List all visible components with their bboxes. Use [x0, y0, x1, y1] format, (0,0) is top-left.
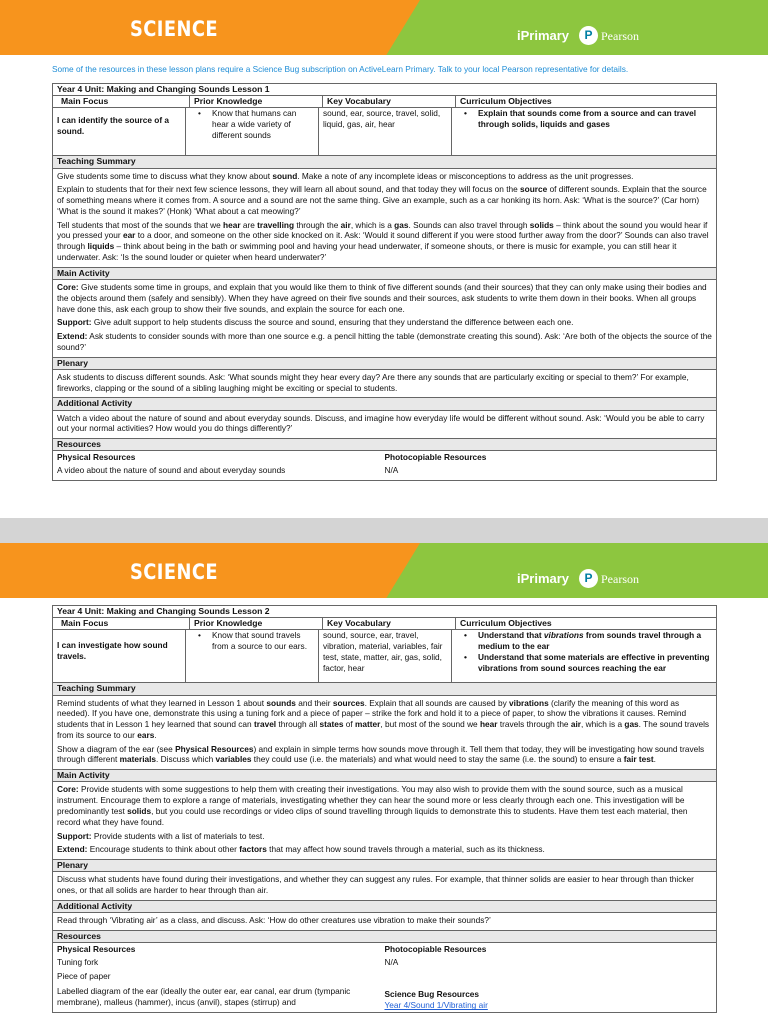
header-curriculum-objectives: Curriculum Objectives [455, 96, 712, 107]
column-headers [53, 95, 716, 107]
physical-resources-label: Physical Resources [57, 452, 136, 463]
ts-paragraph-1: Remind students of what they learned in Lesson 1 about sounds and their sources. Explain that all sounds are caused by vibrations (clarify the meaning of this word as needed). If you have one, demonstrate this using a tuning fork and a piece of paper – strike the fork and hold it to a piece of paper, to show the vibrations it causes. Remind students that in Lesson 1 hey learned that sound can travel through all states of matter, but most of the sound we hear travels through the air, which is a gas. The sound travels from its source to our ears. [57, 697, 710, 740]
header-curriculum-objectives: Curriculum Objectives [455, 618, 712, 629]
subject-title: SCIENCE [130, 17, 219, 41]
key-vocabulary: sound, source, ear, travel, vibration, material, variables, fair test, state, matter, air, gas, solid, factor, hear [318, 630, 451, 682]
resources-labels [53, 942, 716, 956]
resources-heading: Resources [53, 438, 716, 450]
lesson-plan-page-2 [0, 543, 768, 1024]
teaching-summary-heading: Teaching Summary [53, 682, 716, 694]
pearson-logo-icon: P [579, 569, 598, 588]
teaching-summary [53, 168, 716, 267]
curriculum-objective: • Explain that sounds come from a source and can travel through solids, liquids and gases [456, 108, 712, 130]
pearson-logo-icon: P [579, 26, 598, 45]
main-focus: I can identify the source of a sound. [57, 115, 170, 137]
lesson-title: Year 4 Unit: Making and Changing Sounds Lesson 2 [57, 606, 270, 616]
curriculum-objective-2: • Understand that some materials are effective in preventing vibrations from sound sources reaching the ear [456, 652, 712, 674]
plenary-text: Discuss what students have found during their investigations, and whether they can suggest any rules. For example, that thinner solids are easier to hear through than thicker ones, or that all solids are harder to hear through than air. [53, 871, 716, 900]
plenary-heading: Plenary [53, 859, 716, 871]
additional-activity-heading: Additional Activity [53, 397, 716, 409]
plenary-text: Ask students to discuss different sounds. Ask: ‘What sounds might they hear every day? Are there any sounds that are particularly exciting or special to them?’ For example, fireworks, clapping or the sound of a sibling laughing might be exciting or special to students. [53, 369, 716, 398]
resources-values [53, 464, 716, 480]
main-activity-heading: Main Activity [53, 769, 716, 781]
core-activity: Core: Provide students with some suggestions to help them with creating their investigations. You may also wish to provide them with the sound source, such as a musical instrument. Encourage them to explore a range of materials, investigating whether they can hear the sound more or less clearly through each one. This investigation will be predominantly test solids, but you could use recordings or video clips of sound travelling through liquids to demonstrate this to students. Have them test each material, then record what they have found. [57, 784, 688, 827]
focus-row [53, 629, 716, 682]
photocopiable-resources-label: Photocopiable Resources [384, 452, 487, 463]
header-key-vocabulary: Key Vocabulary [322, 618, 455, 629]
header-main-focus: Main Focus [61, 96, 109, 107]
physical-resources-label: Physical Resources [57, 943, 136, 954]
iprimary-brand: iPrimary [517, 571, 570, 586]
pearson-wordmark: Pearson [601, 29, 639, 43]
header-prior-knowledge: Prior Knowledge [189, 96, 322, 107]
main-activity-heading: Main Activity [53, 267, 716, 279]
ts-paragraph-2: Explain to students that for their next few science lessons, they will learn all about sound, and that today they will focus on the source of different sounds. Explain that the source of something means where it comes from. A source and a sound are not the same thing. Give an example, such as a car honking its horn. Ask: ‘What is the source?’ (Car horn) ‘What is the sound it makes?’ (Honk) ‘What about a cat meowing?’ [57, 184, 707, 216]
curriculum-objective-1: • Understand that vibrations from sounds travel through a medium to the ear [456, 630, 712, 652]
main-activity [53, 279, 716, 357]
photocopiable-resources-label: Photocopiable Resources [384, 943, 487, 954]
lesson-1-table [52, 83, 717, 481]
resources-values [53, 956, 716, 1012]
header-prior-knowledge: Prior Knowledge [189, 618, 322, 629]
prior-knowledge-item: • Know that humans can hear a wide variety of different sounds [190, 108, 314, 140]
focus-row [53, 107, 716, 155]
teaching-summary-heading: Teaching Summary [53, 155, 716, 167]
key-vocabulary: sound, ear, source, travel, solid, liquid, gas, air, hear [318, 108, 451, 155]
plenary-heading: Plenary [53, 357, 716, 369]
additional-activity-text: Watch a video about the nature of sound and about everyday sounds. Discuss, and imagine how everyday life would be different without sound. Ask: ‘Would you be able to carry out your normal activities? How would you do things differently?’ [53, 410, 716, 439]
physical-item: Labelled diagram of the ear (ideally the outer ear, ear canal, ear drum (tympanic membrane), malleus (hammer), incus (anvil), stapes (stirrup) and [57, 986, 351, 1008]
photocopiable-resources-value: N/A [384, 956, 399, 967]
core-activity: Core: Give students some time in groups, and explain that you would like them to think of five different sounds (and their sources) that they can only make using their bodies and the objects around them (safely and sensibly). When they have agreed on their five sounds and their sources, ask students to write them down in their books. When all groups have done this, ask each group to show their five sounds, and explain the source for each one. [57, 281, 707, 314]
column-headers [53, 617, 716, 629]
support-activity: Support: Provide students with a list of materials to test. [57, 830, 265, 841]
lesson-title: Year 4 Unit: Making and Changing Sounds Lesson 1 [57, 84, 270, 94]
physical-item: Piece of paper [57, 971, 111, 982]
support-activity: Support: Give adult support to help students discuss the source and sound, ensuring that they understand the difference between each one. [57, 317, 574, 328]
extend-activity: Extend: Ask students to consider sounds with more than one source e.g. a pencil hitting the table (demonstrate creating this sound). Ask: ‘Are both of the objects the source of the sound?’ [57, 331, 712, 352]
pearson-wordmark: Pearson [601, 572, 639, 586]
subscription-notice: Some of the resources in these lesson plans require a Science Bug subscription on ActiveLearn Primary. Talk to your local Pearson representative for details. [52, 64, 629, 74]
resources-heading: Resources [53, 930, 716, 942]
physical-item: Tuning fork [57, 956, 99, 967]
main-focus: I can investigate how sound travels. [57, 640, 168, 662]
prior-knowledge-item: • Know that sound travels from a source to our ears. [190, 630, 314, 652]
ts-paragraph-1: Give students some time to discuss what they know about sound. Make a note of any incomplete ideas or misconceptions to address as the unit progresses. [57, 170, 634, 181]
science-bug-link[interactable]: Year 4/Sound 1/Vibrating air [384, 1000, 488, 1011]
ts-paragraph-3: Tell students that most of the sounds that we hear are travelling through the air, which is a gas. Sounds can also travel through solids – think about the sound you would hear if you pressed your ear to a door, and someone on the other side knocked on it. Ask: ‘Would it sound different if you were stood further away from the door?’ Sounds can also travel through liquids – think about being in the bath or swimming pool and having your head underwater, if someone shouts, or there is music for example, you can still hear it underwater. Ask: ‘Is the sound louder or quieter when heard underwater?’ [57, 219, 709, 262]
extend-activity: Extend: Encourage students to think about other factors that may affect how sound travels through a material, such as its thickness. [57, 844, 545, 855]
header-banner [0, 543, 768, 598]
main-activity [53, 781, 716, 859]
resources-labels [53, 450, 716, 464]
ts-paragraph-2: Show a diagram of the ear (see Physical Resources) and explain in simple terms how sounds move through it. Tell them that today, they will be investigating how sound travels through different materials. Discuss which variables they could use (i.e. the materials) and what would need to stay the same (i.e. the sound) to ensure a fair test. [57, 743, 705, 765]
teaching-summary [53, 695, 716, 770]
header-banner [0, 0, 768, 55]
physical-resources-value: A video about the nature of sound and about everyday sounds [57, 465, 286, 476]
additional-activity-text: Read through ‘Vibrating air’ as a class, and discuss. Ask: ‘How do other creatures use vibration to make their sounds?’ [53, 912, 716, 930]
subject-title: SCIENCE [130, 560, 219, 584]
lesson-2-table [52, 605, 717, 1013]
additional-activity-heading: Additional Activity [53, 900, 716, 912]
header-key-vocabulary: Key Vocabulary [322, 96, 455, 107]
header-main-focus: Main Focus [61, 618, 109, 629]
science-bug-label: Science Bug Resources [384, 989, 480, 1000]
photocopiable-resources-value: N/A [384, 465, 399, 476]
iprimary-brand: iPrimary [517, 28, 570, 43]
